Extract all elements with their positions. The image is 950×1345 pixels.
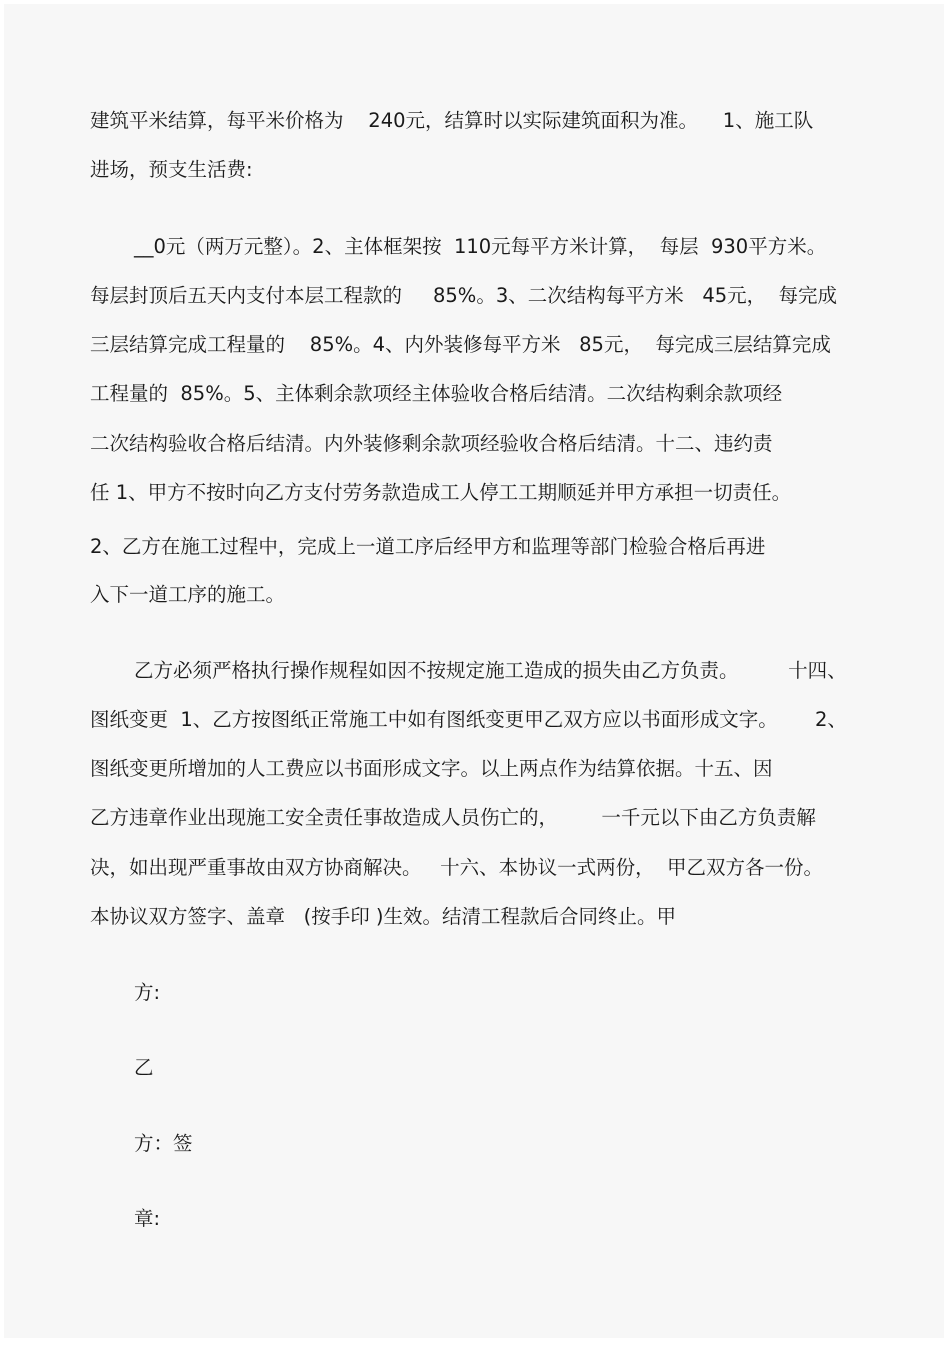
- paragraph-line: 工程量的 85%。5、主体剩余款项经主体验收合格后结清。二次结构剩余款项经: [90, 382, 783, 405]
- paragraph-line: 任 1、甲方不按时向乙方支付劳务款造成工人停工工期顺延并甲方承担一切责任。: [90, 481, 792, 504]
- paragraph-line: __0元（两万元整）。2、主体框架按 110元每平方米计算， 每层 930平方米。: [134, 235, 827, 258]
- paragraph-line: 本协议双方签字、盖章 (按手印 )生效。结清工程款后合同终止。甲: [90, 905, 677, 928]
- document-page: [4, 4, 944, 1338]
- signature-party-a-label: 方:: [134, 981, 161, 1004]
- paragraph-line: 乙方必须严格执行操作规程如因不按规定施工造成的损失由乙方负责。 十四、: [134, 659, 847, 682]
- paragraph-line: 二次结构验收合格后结清。内外装修剩余款项经验收合格后结清。十二、违约责: [90, 432, 773, 455]
- paragraph-line: 三层结算完成工程量的 85%。4、内外装修每平方米 85元， 每完成三层结算完成: [90, 333, 831, 356]
- paragraph-line: 入下一道工序的施工。: [90, 583, 286, 606]
- paragraph-line: 图纸变更 1、乙方按图纸正常施工中如有图纸变更甲乙双方应以书面形成文字。 2、: [90, 708, 847, 731]
- paragraph-line: 图纸变更所增加的人工费应以书面形成文字。以上两点作为结算依据。十五、因: [90, 757, 773, 780]
- paragraph-line: 进场，预支生活费:: [90, 158, 253, 181]
- paragraph-line: 2、乙方在施工过程中，完成上一道工序后经甲方和监理等部门检验合格后再进: [90, 535, 766, 558]
- signature-sign-label: 方：签: [134, 1132, 193, 1155]
- paragraph-line: 乙方违章作业出现施工安全责任事故造成人员伤亡的， 一千元以下由乙方负责解: [90, 806, 816, 829]
- paragraph-line: 建筑平米结算，每平米价格为 240元，结算时以实际建筑面积为准。 1、施工队: [90, 109, 814, 132]
- paragraph-line: 决，如出现严重事故由双方协商解决。 十六、本协议一式两份， 甲乙双方各一份。: [90, 856, 823, 879]
- signature-party-b-label: 乙: [134, 1056, 154, 1079]
- signature-seal-label: 章:: [134, 1207, 161, 1230]
- paragraph-line: 每层封顶后五天内支付本层工程款的 85%。3、二次结构每平方米 45元， 每完成: [90, 284, 838, 307]
